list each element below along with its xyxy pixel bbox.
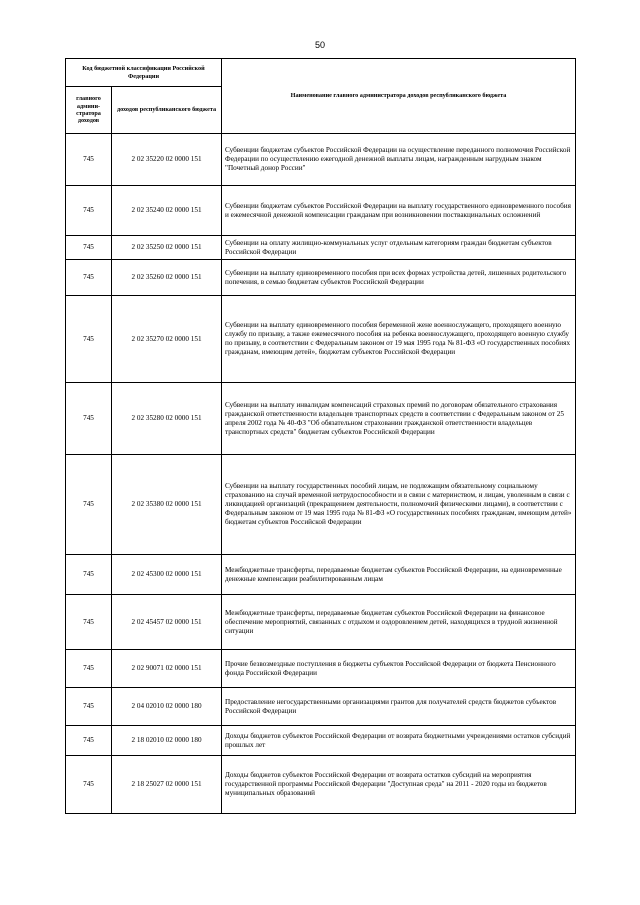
revenue-name-cell: Прочие безвозмездные поступления в бюджеты субъектов Российской Федерации от бюджета Пенсионного фонда Российской Федерации bbox=[222, 650, 576, 688]
revenue-code-cell: 2 02 35250 02 0000 151 bbox=[112, 236, 222, 260]
table-row bbox=[66, 650, 576, 688]
table-row bbox=[66, 296, 576, 383]
header-revenue-code: доходов республиканского бюджета bbox=[112, 87, 222, 134]
admin-code-cell: 745 bbox=[66, 236, 112, 260]
revenue-code-cell: 2 02 45300 02 0000 151 bbox=[112, 555, 222, 595]
revenue-code-cell: 2 02 45457 02 0000 151 bbox=[112, 595, 222, 650]
revenue-code-cell: 2 02 35380 02 0000 151 bbox=[112, 455, 222, 555]
revenue-code-cell: 2 04 02010 02 0000 180 bbox=[112, 688, 222, 726]
revenue-code-cell: 2 18 25027 02 0000 151 bbox=[112, 756, 222, 814]
admin-code-cell: 745 bbox=[66, 455, 112, 555]
table-row bbox=[66, 455, 576, 555]
revenue-name-cell: Субвенции бюджетам субъектов Российской Федерации на выплату государственного единовременного пособия и ежемесячной денежной компенсации гражданам при возникновении поствакцинальных осложнений bbox=[222, 186, 576, 236]
revenue-code-cell: 2 02 35270 02 0000 151 bbox=[112, 296, 222, 383]
admin-code-cell: 745 bbox=[66, 134, 112, 186]
revenue-name-cell: Субвенции на выплату единовременного пособия беременной жене военнослужащего, проходящего военную службу по призыву, а также ежемесячного пособия на ребенка военнослужащего, проходящего военную службу по призыву, в соответствии с Федеральным законом от 19 мая 1995 года № 81-ФЗ «О государственных пособиях гражданам, имеющим детей», бюджетам субъектов Российской Федерации bbox=[222, 296, 576, 383]
revenue-classification-table bbox=[65, 58, 576, 814]
revenue-name-cell: Доходы бюджетов субъектов Российской Федерации от возврата остатков субсидий на мероприятия государственной программы Российской Федерации "Доступная среда" на 2011 - 2020 годы из бюджетов муниципальных образований bbox=[222, 756, 576, 814]
revenue-name-cell: Предоставление негосударственными организациями грантов для получателей средств бюджетов субъектов Российской Федерации bbox=[222, 688, 576, 726]
revenue-name-cell: Субвенции на выплату инвалидам компенсаций страховых премий по договорам обязательного страхования гражданской ответственности владельцев транспортных средств в соответствии с Федеральным законом от 25 апреля 2002 года № 40-ФЗ "Об обязательном страховании гражданской ответственности владельцев транспортных средств" бюджетам субъектов Российской Федерации bbox=[222, 383, 576, 455]
revenue-code-cell: 2 02 90071 02 0000 151 bbox=[112, 650, 222, 688]
table-row bbox=[66, 383, 576, 455]
table-row bbox=[66, 595, 576, 650]
header-classification-code: Код бюджетной классификации Российской Федерации bbox=[66, 59, 222, 87]
admin-code-cell: 745 bbox=[66, 383, 112, 455]
table-row bbox=[66, 555, 576, 595]
admin-code-cell: 745 bbox=[66, 650, 112, 688]
table-row bbox=[66, 726, 576, 756]
admin-code-cell: 745 bbox=[66, 296, 112, 383]
page-number: 50 bbox=[314, 40, 325, 50]
revenue-name-cell: Субвенции на выплату государственных пособий лицам, не подлежащим обязательному социальному страхованию на случай временной нетрудоспособности и в связи с материнством, и лицам, уволенным в связи с ликвидацией организаций (прекращением деятельности, полномочий физическими лицами), в соответствии с Федеральным законом от 19 мая 1995 года № 81-ФЗ «О государственных пособиях гражданам, имеющим детей» бюджетам субъектов Российской Федерации bbox=[222, 455, 576, 555]
revenue-code-cell: 2 02 35240 02 0000 151 bbox=[112, 186, 222, 236]
table-row bbox=[66, 260, 576, 296]
revenue-name-cell: Субвенции на оплату жилищно-коммунальных услуг отдельным категориям граждан бюджетам субъектов Российской Федерации bbox=[222, 236, 576, 260]
table-row bbox=[66, 236, 576, 260]
table-row bbox=[66, 134, 576, 186]
revenue-name-cell: Субвенции бюджетам субъектов Российской Федерации на осуществление переданного полномочия Российской Федерации по осуществлению ежегодной денежной выплаты лицам, награжденным нагрудным знаком "Почетный донор России" bbox=[222, 134, 576, 186]
revenue-code-cell: 2 18 02010 02 0000 180 bbox=[112, 726, 222, 756]
revenue-name-cell: Доходы бюджетов субъектов Российской Федерации от возврата бюджетными учреждениями остатков субсидий прошлых лет bbox=[222, 726, 576, 756]
revenue-code-cell: 2 02 35220 02 0000 151 bbox=[112, 134, 222, 186]
admin-code-cell: 745 bbox=[66, 260, 112, 296]
header-administrator-name: Наименование главного администратора доходов республиканского бюджета bbox=[222, 59, 576, 134]
revenue-code-cell: 2 02 35260 02 0000 151 bbox=[112, 260, 222, 296]
revenue-name-cell: Межбюджетные трансферты, передаваемые бюджетам субъектов Российской Федерации, на единовременные денежные компенсации реабилитированным лицам bbox=[222, 555, 576, 595]
admin-code-cell: 745 bbox=[66, 555, 112, 595]
revenue-code-cell: 2 02 35280 02 0000 151 bbox=[112, 383, 222, 455]
admin-code-cell: 745 bbox=[66, 186, 112, 236]
admin-code-cell: 745 bbox=[66, 688, 112, 726]
table-row bbox=[66, 756, 576, 814]
revenue-name-cell: Субвенции на выплату единовременного пособия при всех формах устройства детей, лишенных родительского попечения, в семью бюджетам субъектов Российской Федерации bbox=[222, 260, 576, 296]
table-row bbox=[66, 688, 576, 726]
admin-code-cell: 745 bbox=[66, 726, 112, 756]
admin-code-cell: 745 bbox=[66, 595, 112, 650]
header-main-administrator: главного админи-стратора доходов bbox=[66, 87, 112, 134]
admin-code-cell: 745 bbox=[66, 756, 112, 814]
revenue-name-cell: Межбюджетные трансферты, передаваемые бюджетам субъектов Российской Федерации на финансовое обеспечение мероприятий, связанных с отдыхом и оздоровлением детей, находящихся в трудной жизненной ситуации bbox=[222, 595, 576, 650]
table-row bbox=[66, 186, 576, 236]
